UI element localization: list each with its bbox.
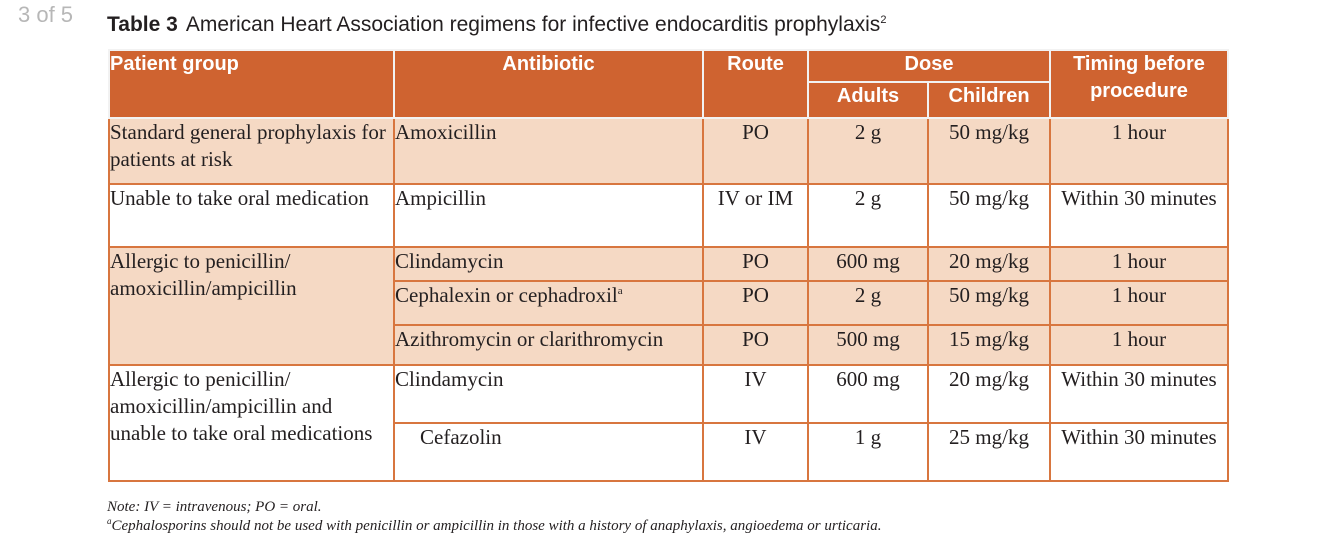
header-dose: Dose [808,50,1050,82]
table-row [109,184,1228,247]
cell-antibiotic: Amoxicillin [394,118,703,184]
header-children: Children [928,82,1050,118]
cell-child-dose: 50 mg/kg [928,281,1050,325]
cell-antibiotic: Clindamycin [394,365,703,423]
header-antibiotic: Antibiotic [394,50,703,118]
regimens-table [108,49,1229,482]
footnote [107,517,881,536]
header-timing: Timing before procedure [1050,50,1228,118]
cell-antibiotic-text: Cephalexin or cephadroxil [395,283,618,307]
cell-child-dose: 20 mg/kg [928,365,1050,423]
cell-patient-group: Allergic to penicillin/ amoxicillin/ampicillin [109,247,394,365]
cell-timing: 1 hour [1050,281,1228,325]
cell-child-dose: 25 mg/kg [928,423,1050,481]
cell-child-dose: 50 mg/kg [928,118,1050,184]
cell-adult-dose: 600 mg [808,247,928,281]
table-number: Table 3 [107,13,178,36]
cell-adult-dose: 1 g [808,423,928,481]
cell-adult-dose: 600 mg [808,365,928,423]
cell-child-dose: 20 mg/kg [928,247,1050,281]
cell-timing: Within 30 minutes [1050,365,1228,423]
cell-timing: Within 30 minutes [1050,423,1228,481]
cell-antibiotic: Azithromycin or clarithromycin [394,325,703,365]
table-row [109,365,1228,423]
cell-adult-dose: 500 mg [808,325,928,365]
footnote-marker: a [617,285,623,297]
title-reference: 2 [880,14,887,26]
cell-route: IV [703,423,808,481]
cell-timing: Within 30 minutes [1050,184,1228,247]
cell-patient-group: Allergic to penicillin/ amoxicillin/ampicillin and unable to take oral medications [109,365,394,481]
table-row [109,247,1228,281]
cell-child-dose: 50 mg/kg [928,184,1050,247]
cell-antibiotic: Ampicillin [394,184,703,247]
header-patient-group: Patient group [109,50,394,118]
cell-route: PO [703,118,808,184]
cell-patient-group: Standard general prophylaxis for patients at risk [109,118,394,184]
cell-adult-dose: 2 g [808,118,928,184]
header-route: Route [703,50,808,118]
cell-child-dose: 15 mg/kg [928,325,1050,365]
abbreviations-note: Note: IV = intravenous; PO = oral. [107,499,322,515]
cell-antibiotic [394,281,703,325]
cell-route: IV or IM [703,184,808,247]
cell-timing: 1 hour [1050,247,1228,281]
page-counter: 3 of 5 [18,2,74,27]
cell-route: PO [703,281,808,325]
cell-antibiotic: Clindamycin [394,247,703,281]
cell-patient-group: Unable to take oral medication [109,184,394,247]
cell-timing: 1 hour [1050,325,1228,365]
cell-antibiotic: Cefazolin [394,423,703,481]
footnote-text: Cephalosporins should not be used with penicillin or ampicillin in those with a history of anaphylaxis, angioedema or urticaria. [111,518,882,534]
cell-route: PO [703,325,808,365]
cell-adult-dose: 2 g [808,281,928,325]
table-title: American Heart Association regimens for infective endocarditis prophylaxis [185,13,881,36]
cell-timing: 1 hour [1050,118,1228,184]
header-adults: Adults [808,82,928,118]
footnote-marker: a [107,516,112,526]
cell-route: PO [703,247,808,281]
table-row [109,118,1228,184]
table-notes [107,498,881,536]
cell-route: IV [703,365,808,423]
cell-adult-dose: 2 g [808,184,928,247]
table-caption [107,13,886,37]
